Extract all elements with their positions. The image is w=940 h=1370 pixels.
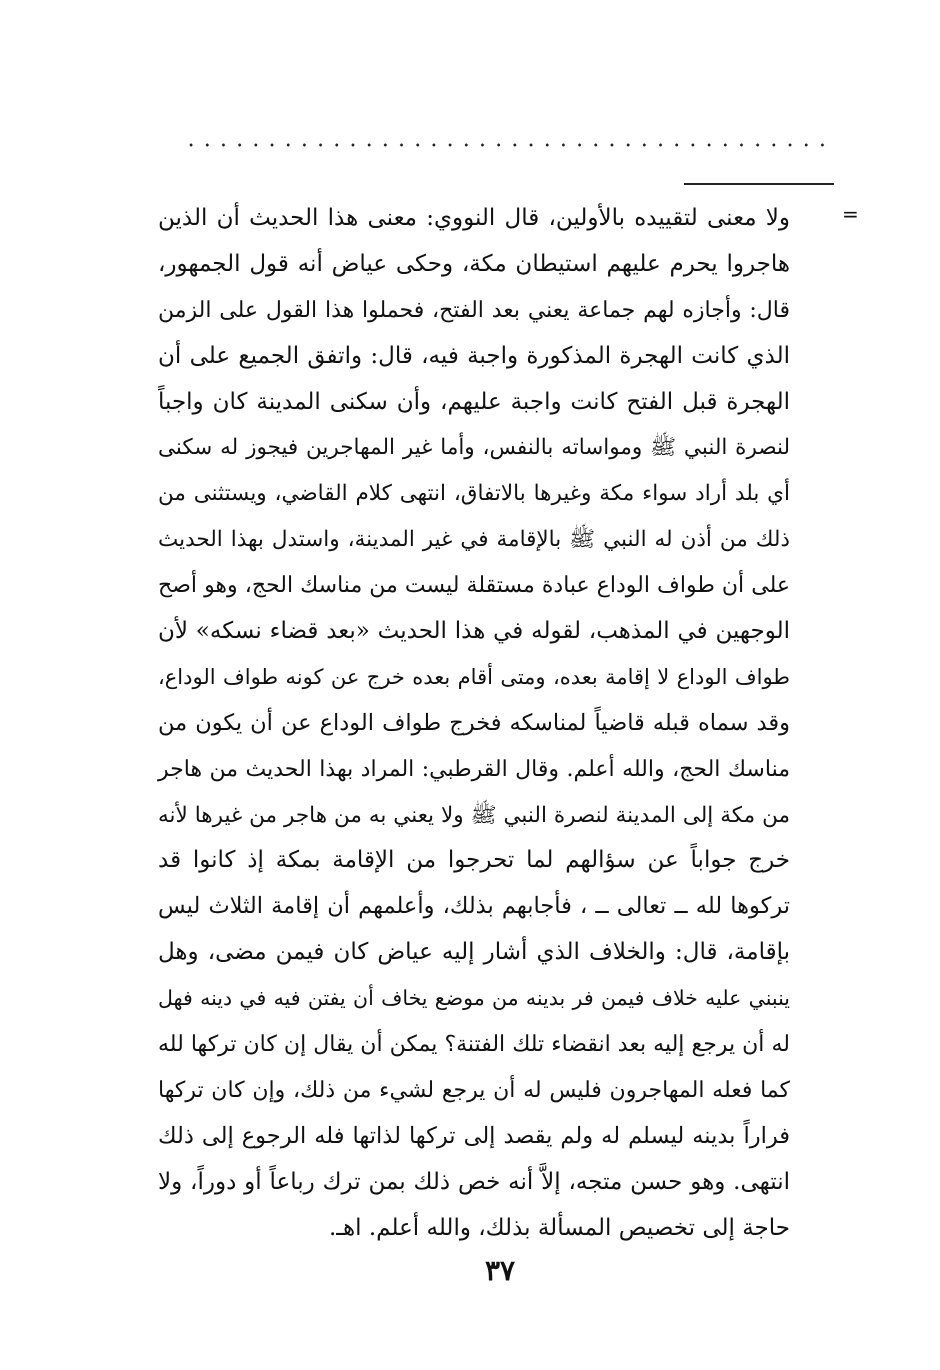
- text-line: كما فعله المهاجرون فليس له أن يرجع لشيء من ذلك، وإن كان تركها: [158, 1077, 790, 1103]
- text-line: أي بلد أراد سواء مكة وغيرها بالاتفاق، انتهى كلام القاضي، ويستثنى من: [158, 481, 790, 507]
- text-line: انتهى. وهو حسن متجه، إلاَّ أنه خص ذلك بمن ترك رباعاً أو دوراً، ولا: [158, 1168, 790, 1195]
- text-line: ينبني عليه خلاف فيمن فر بدينه من موضع يخاف أن يفتن فيه في دينه فهل: [158, 986, 790, 1011]
- text-line: ذلك من أذن له النبي ﷺ بالإقامة في غير المدينة، واستدل بهذا الحديث: [158, 527, 790, 553]
- text-line: حاجة إلى تخصيص المسألة بذلك، والله أعلم. اهـ.: [328, 1214, 790, 1241]
- text-line: مناسك الحج، والله أعلم. وقال القرطبي: المراد بهذا الحديث من هاجر: [158, 756, 790, 782]
- text-line: وقد سماه قبله قاضياً لمناسكه فخرج طواف الوداع عن أن يكون من: [158, 709, 790, 736]
- text-line: لنصرة النبي ﷺ ومواساته بالنفس، وأما غير المهاجرين فيجوز له سكنى: [158, 435, 790, 461]
- text-line: بإقامة، قال: والخلاف الذي أشار إليه عياض كان فيمن مضى، وهل: [158, 939, 790, 966]
- text-line: قال: وأجازه لهم جماعة يعني بعد الفتح، فحملوا هذا القول على الزمن: [158, 297, 790, 323]
- text-line: ولا معنى لتقييده بالأولين، قال النووي: معنى هذا الحديث أن الذين: [158, 205, 790, 231]
- text-line: له أن يرجع إليه بعد انقضاء تلك الفتنة؟ يمكن أن يقال إن كان تركها لله: [158, 1032, 790, 1058]
- dotted-separator: [183, 138, 831, 152]
- text-line: من مكة إلى المدينة لنصرة النبي ﷺ ولا يعني به من هاجر من غيرها لأنه: [158, 802, 790, 828]
- text-line: خرج جواباً عن سؤالهم لما تحرجوا من الإقامة بمكة إذ كانوا قد: [158, 847, 790, 874]
- continuation-mark: =: [842, 202, 859, 226]
- text-line: طواف الوداع لا إقامة بعده، ومتى أقام بعده خرج عن كونه طواف الوداع،: [158, 664, 790, 689]
- page-number: ٣٧: [484, 1254, 516, 1287]
- footnote-rule: [684, 183, 834, 185]
- text-line: الذي كانت الهجرة المذكورة واجبة فيه، قال: واتفق الجميع على أن: [158, 342, 790, 369]
- text-line: هاجروا يحرم عليهم استيطان مكة، وحكى عياض أنه قول الجمهور،: [158, 250, 790, 277]
- text-line: الهجرة قبل الفتح كانت واجبة عليهم، وأن سكنى المدينة كان واجباً: [158, 388, 790, 415]
- text-line: الوجهين في المذهب، لقوله في هذا الحديث «بعد قضاء نسكه» لأن: [158, 618, 790, 645]
- footnote-text: [158, 196, 790, 1251]
- text-line: تركوها لله ــ تعالى ــ ، فأجابهم بذلك، وأعلمهم أن إقامة الثلاث ليس: [158, 893, 790, 920]
- text-line: فراراً بدينه ليسلم له ولم يقصد إلى تركها لذاتها فله الرجوع إلى ذلك: [158, 1122, 790, 1149]
- text-line: على أن طواف الوداع عبادة مستقلة ليست من مناسك الحج، وهو أصح: [158, 573, 790, 599]
